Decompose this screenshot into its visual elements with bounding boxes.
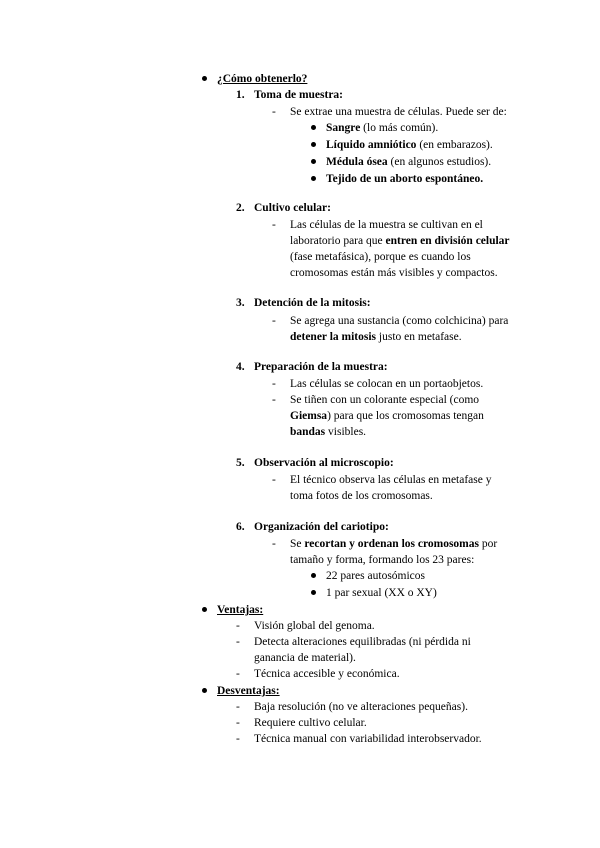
step-text: Se tiñen con un colorante especial (como bbox=[290, 394, 480, 406]
dash-icon: - bbox=[236, 668, 240, 680]
step-text: cromosomas están más visibles y compactos. bbox=[290, 267, 498, 279]
step-number: 3. bbox=[236, 297, 245, 309]
bullet-icon bbox=[202, 688, 207, 693]
list-item: Visión global del genoma. bbox=[254, 620, 375, 632]
dash-icon: - bbox=[236, 701, 240, 713]
step-text: tamaño y forma, formando los 23 pares: bbox=[290, 554, 475, 566]
step-text: bandas visibles. bbox=[290, 426, 367, 438]
dash-icon: - bbox=[272, 106, 276, 118]
list-item: Sangre (lo más común). bbox=[326, 122, 439, 134]
list-item: Requiere cultivo celular. bbox=[254, 717, 367, 729]
section-title-disadvantages: Desventajas: bbox=[217, 685, 280, 697]
step-text: detener la mitosis justo en metafase. bbox=[290, 331, 462, 343]
dash-icon: - bbox=[272, 219, 276, 231]
bullet-icon bbox=[311, 159, 316, 164]
step-title: Toma de muestra: bbox=[254, 89, 344, 101]
dash-icon: - bbox=[272, 538, 276, 550]
list-item: Líquido amniótico (en embarazos). bbox=[326, 139, 493, 151]
step-title: Observación al microscopio: bbox=[254, 457, 394, 469]
dash-icon: - bbox=[272, 474, 276, 486]
dash-icon: - bbox=[236, 733, 240, 745]
dash-icon: - bbox=[236, 636, 240, 648]
dash-icon: - bbox=[272, 378, 276, 390]
step-number: 6. bbox=[236, 521, 245, 533]
step-text: laboratorio para que entren en división celular bbox=[290, 235, 510, 247]
step-text: Las células de la muestra se cultivan en el bbox=[290, 219, 483, 231]
dash-icon: - bbox=[236, 620, 240, 632]
step-number: 5. bbox=[236, 457, 245, 469]
list-item: Técnica accesible y económica. bbox=[254, 668, 400, 680]
list-item: Detecta alteraciones equilibradas (ni pérdida ni bbox=[254, 636, 471, 648]
step-text: Giemsa) para que los cromosomas tengan bbox=[290, 410, 484, 422]
bullet-icon bbox=[311, 142, 316, 147]
step-title: Detención de la mitosis: bbox=[254, 297, 371, 309]
step-text: Las células se colocan en un portaobjetos. bbox=[290, 378, 484, 390]
list-item: Técnica manual con variabilidad interobservador. bbox=[254, 733, 482, 745]
section-title-how: ¿Cómo obtenerlo? bbox=[217, 73, 308, 85]
step-text: toma fotos de los cromosomas. bbox=[290, 490, 433, 502]
step-number: 2. bbox=[236, 202, 245, 214]
list-item: Médula ósea (en algunos estudios). bbox=[326, 156, 492, 168]
step-title: Preparación de la muestra: bbox=[254, 361, 388, 373]
list-item: ganancia de material). bbox=[254, 652, 356, 664]
step-text: (fase metafásica), porque es cuando los bbox=[290, 251, 471, 263]
step-text: Se extrae una muestra de células. Puede ser de: bbox=[290, 106, 507, 118]
step-text: Se agrega una sustancia (como colchicina) para bbox=[290, 315, 509, 327]
bullet-icon bbox=[202, 76, 207, 81]
list-item: 1 par sexual (XX o XY) bbox=[326, 587, 437, 599]
dash-icon: - bbox=[272, 394, 276, 406]
step-text: El técnico observa las células en metafase y bbox=[290, 474, 492, 486]
step-title: Cultivo celular: bbox=[254, 202, 331, 214]
bullet-icon bbox=[311, 176, 316, 181]
list-item: Baja resolución (no ve alteraciones pequeñas). bbox=[254, 701, 468, 713]
list-item: 22 pares autosómicos bbox=[326, 570, 426, 582]
dash-icon: - bbox=[236, 717, 240, 729]
bullet-icon bbox=[311, 125, 316, 130]
step-title: Organización del cariotipo: bbox=[254, 521, 389, 533]
step-number: 4. bbox=[236, 361, 245, 373]
bullet-icon bbox=[311, 590, 316, 595]
step-text: Se recortan y ordenan los cromosomas por bbox=[290, 538, 498, 550]
section-title-advantages: Ventajas: bbox=[217, 604, 264, 616]
list-item: Tejido de un aborto espontáneo. bbox=[326, 173, 484, 185]
bullet-icon bbox=[311, 573, 316, 578]
step-number: 1. bbox=[236, 89, 245, 101]
bullet-icon bbox=[202, 607, 207, 612]
dash-icon: - bbox=[272, 315, 276, 327]
